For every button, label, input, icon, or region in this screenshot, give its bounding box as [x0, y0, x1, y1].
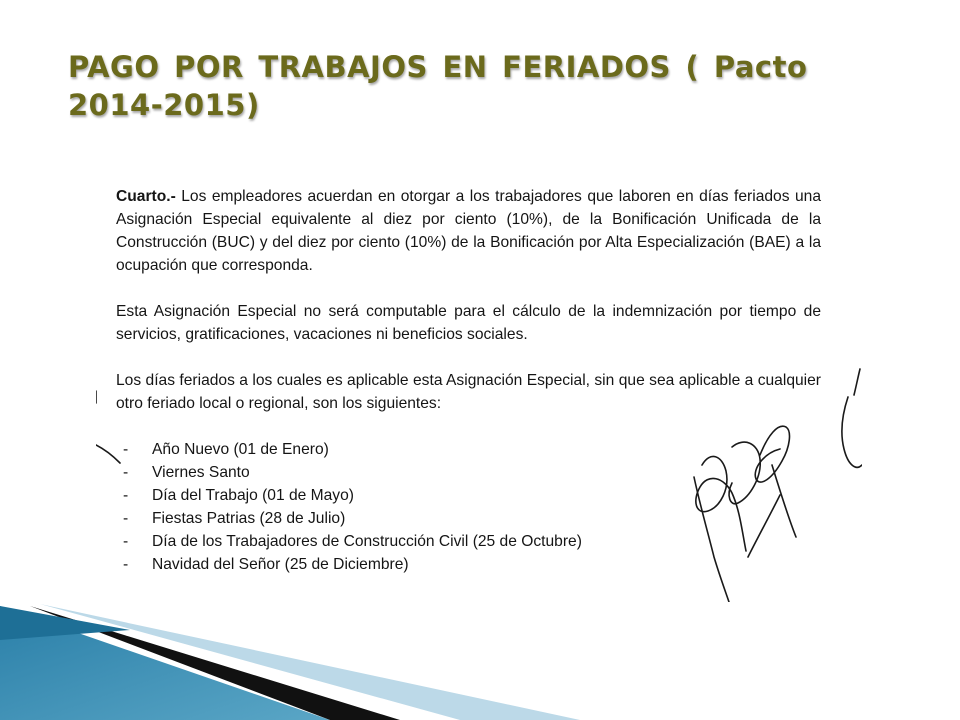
holiday-label: Año Nuevo (01 de Enero): [152, 441, 329, 458]
holiday-label: Viernes Santo: [152, 464, 250, 481]
paragraph-cuarto-text: Los empleadores acuerdan en otorgar a los trabajadores que laboren en días feriados una Asignación Especial equivalente al diez por ciento (10%), de la Bonificación Unificada de la Construcción (BUC) y del diez por ciento (10%) de la Bonificación por Alta Especialización (BAE) a la ocupación que corresponda.: [116, 188, 821, 274]
paragraph-no-computable: Esta Asignación Especial no será computable para el cálculo de la indemnización por tiempo de servicios, gratificaciones, vacaciones ni beneficios sociales.: [116, 303, 821, 343]
list-dash: -: [123, 510, 129, 527]
list-dash: -: [123, 441, 129, 458]
holiday-label: Fiestas Patrias (28 de Julio): [152, 510, 346, 527]
slide-title: PAGO POR TRABAJOS EN FERIADOS ( Pacto 2014-2015): [68, 50, 808, 122]
holiday-label: Día de los Trabajadores de Construcción Civil (25 de Octubre): [152, 533, 582, 550]
list-dash: -: [123, 556, 129, 573]
paragraph-feriados-intro: Los días feriados a los cuales es aplicable esta Asignación Especial, sin que sea aplicable a cualquier otro feriado local o regional, son los siguientes:: [116, 372, 821, 412]
list-dash: -: [123, 533, 129, 550]
list-dash: -: [123, 487, 129, 504]
list-dash: -: [123, 464, 129, 481]
clause-label: Cuarto.-: [116, 188, 176, 205]
holiday-label: Día del Trabajo (01 de Mayo): [152, 487, 354, 504]
holiday-label: Navidad del Señor (25 de Diciembre): [152, 556, 409, 573]
